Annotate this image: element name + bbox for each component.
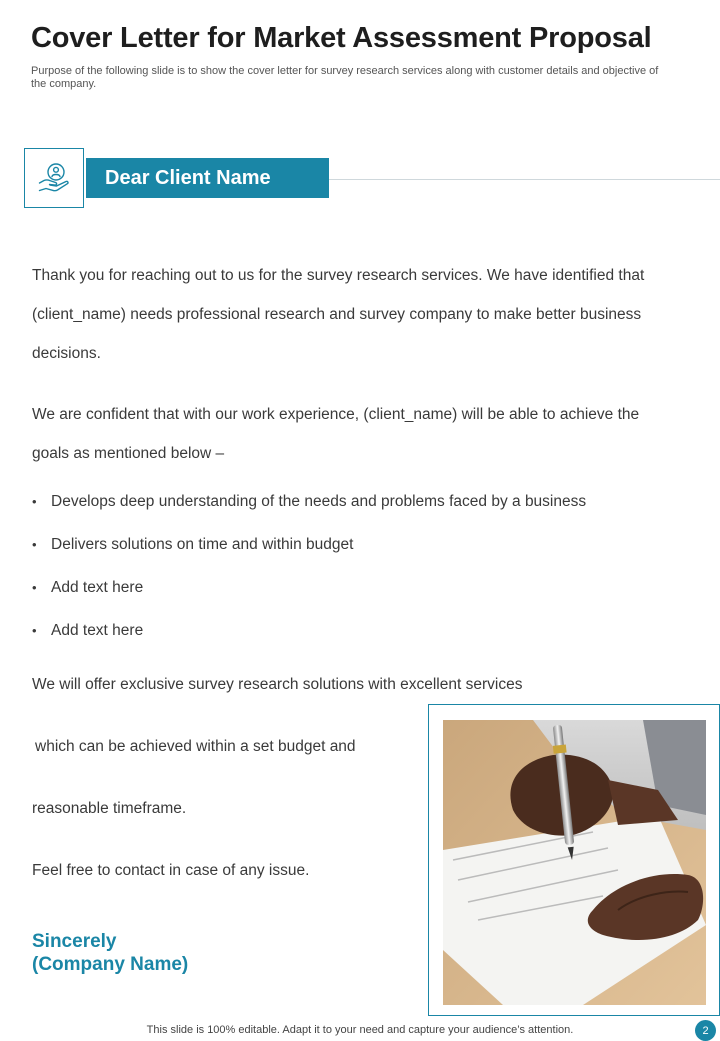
- contact-line: Feel free to contact in case of any issue.: [32, 862, 310, 879]
- signing-document-photo: [443, 720, 706, 1005]
- closing-text: Sincerely: [32, 931, 117, 952]
- list-item-text: Delivers solutions on time and within budget: [51, 536, 354, 553]
- list-item: • Develops deep understanding of the needs and problems faced by a business: [32, 493, 587, 510]
- list-item-text: Develops deep understanding of the needs and problems faced by a business: [51, 493, 587, 510]
- signature-block: [32, 930, 188, 976]
- list-item: • Add text here: [32, 622, 144, 639]
- page-title: Cover Letter for Market Assessment Proposal: [31, 22, 652, 54]
- hand-user-icon: [37, 161, 71, 195]
- divider-line: [329, 179, 720, 180]
- list-item-text: Add text here: [51, 579, 144, 596]
- goals-list: [32, 480, 672, 652]
- list-item: • Add text here: [32, 579, 144, 596]
- offer-line-2: which can be achieved within a set budget and: [35, 738, 356, 755]
- goals-paragraph: We are confident that with our work experience, (client_name) will be able to achieve the goals as mentioned below –: [32, 406, 640, 462]
- list-item: • Delivers solutions on time and within budget: [32, 536, 354, 553]
- offer-line-3: reasonable timeframe.: [32, 800, 187, 817]
- company-name: (Company Name): [32, 954, 189, 975]
- client-icon-box: [24, 148, 84, 208]
- greeting-label: Dear Client Name: [105, 166, 271, 189]
- offer-line-1: We will offer exclusive survey research solutions with excellent services: [32, 676, 523, 693]
- photo-frame: [428, 704, 720, 1016]
- greeting-banner: [86, 158, 329, 198]
- list-item-text: Add text here: [51, 622, 144, 639]
- page-subtitle: Purpose of the following slide is to show the cover letter for survey research services along with customer details and objective of the company.: [31, 65, 659, 90]
- intro-paragraph: Thank you for reaching out to us for the survey research services. We have identified that (client_name) needs professional research and survey company to make better business decisions.: [32, 267, 645, 362]
- footer-note: This slide is 100% editable. Adapt it to your need and capture your audience’s attention.: [146, 1024, 574, 1036]
- page-number-badge: 2: [695, 1020, 716, 1041]
